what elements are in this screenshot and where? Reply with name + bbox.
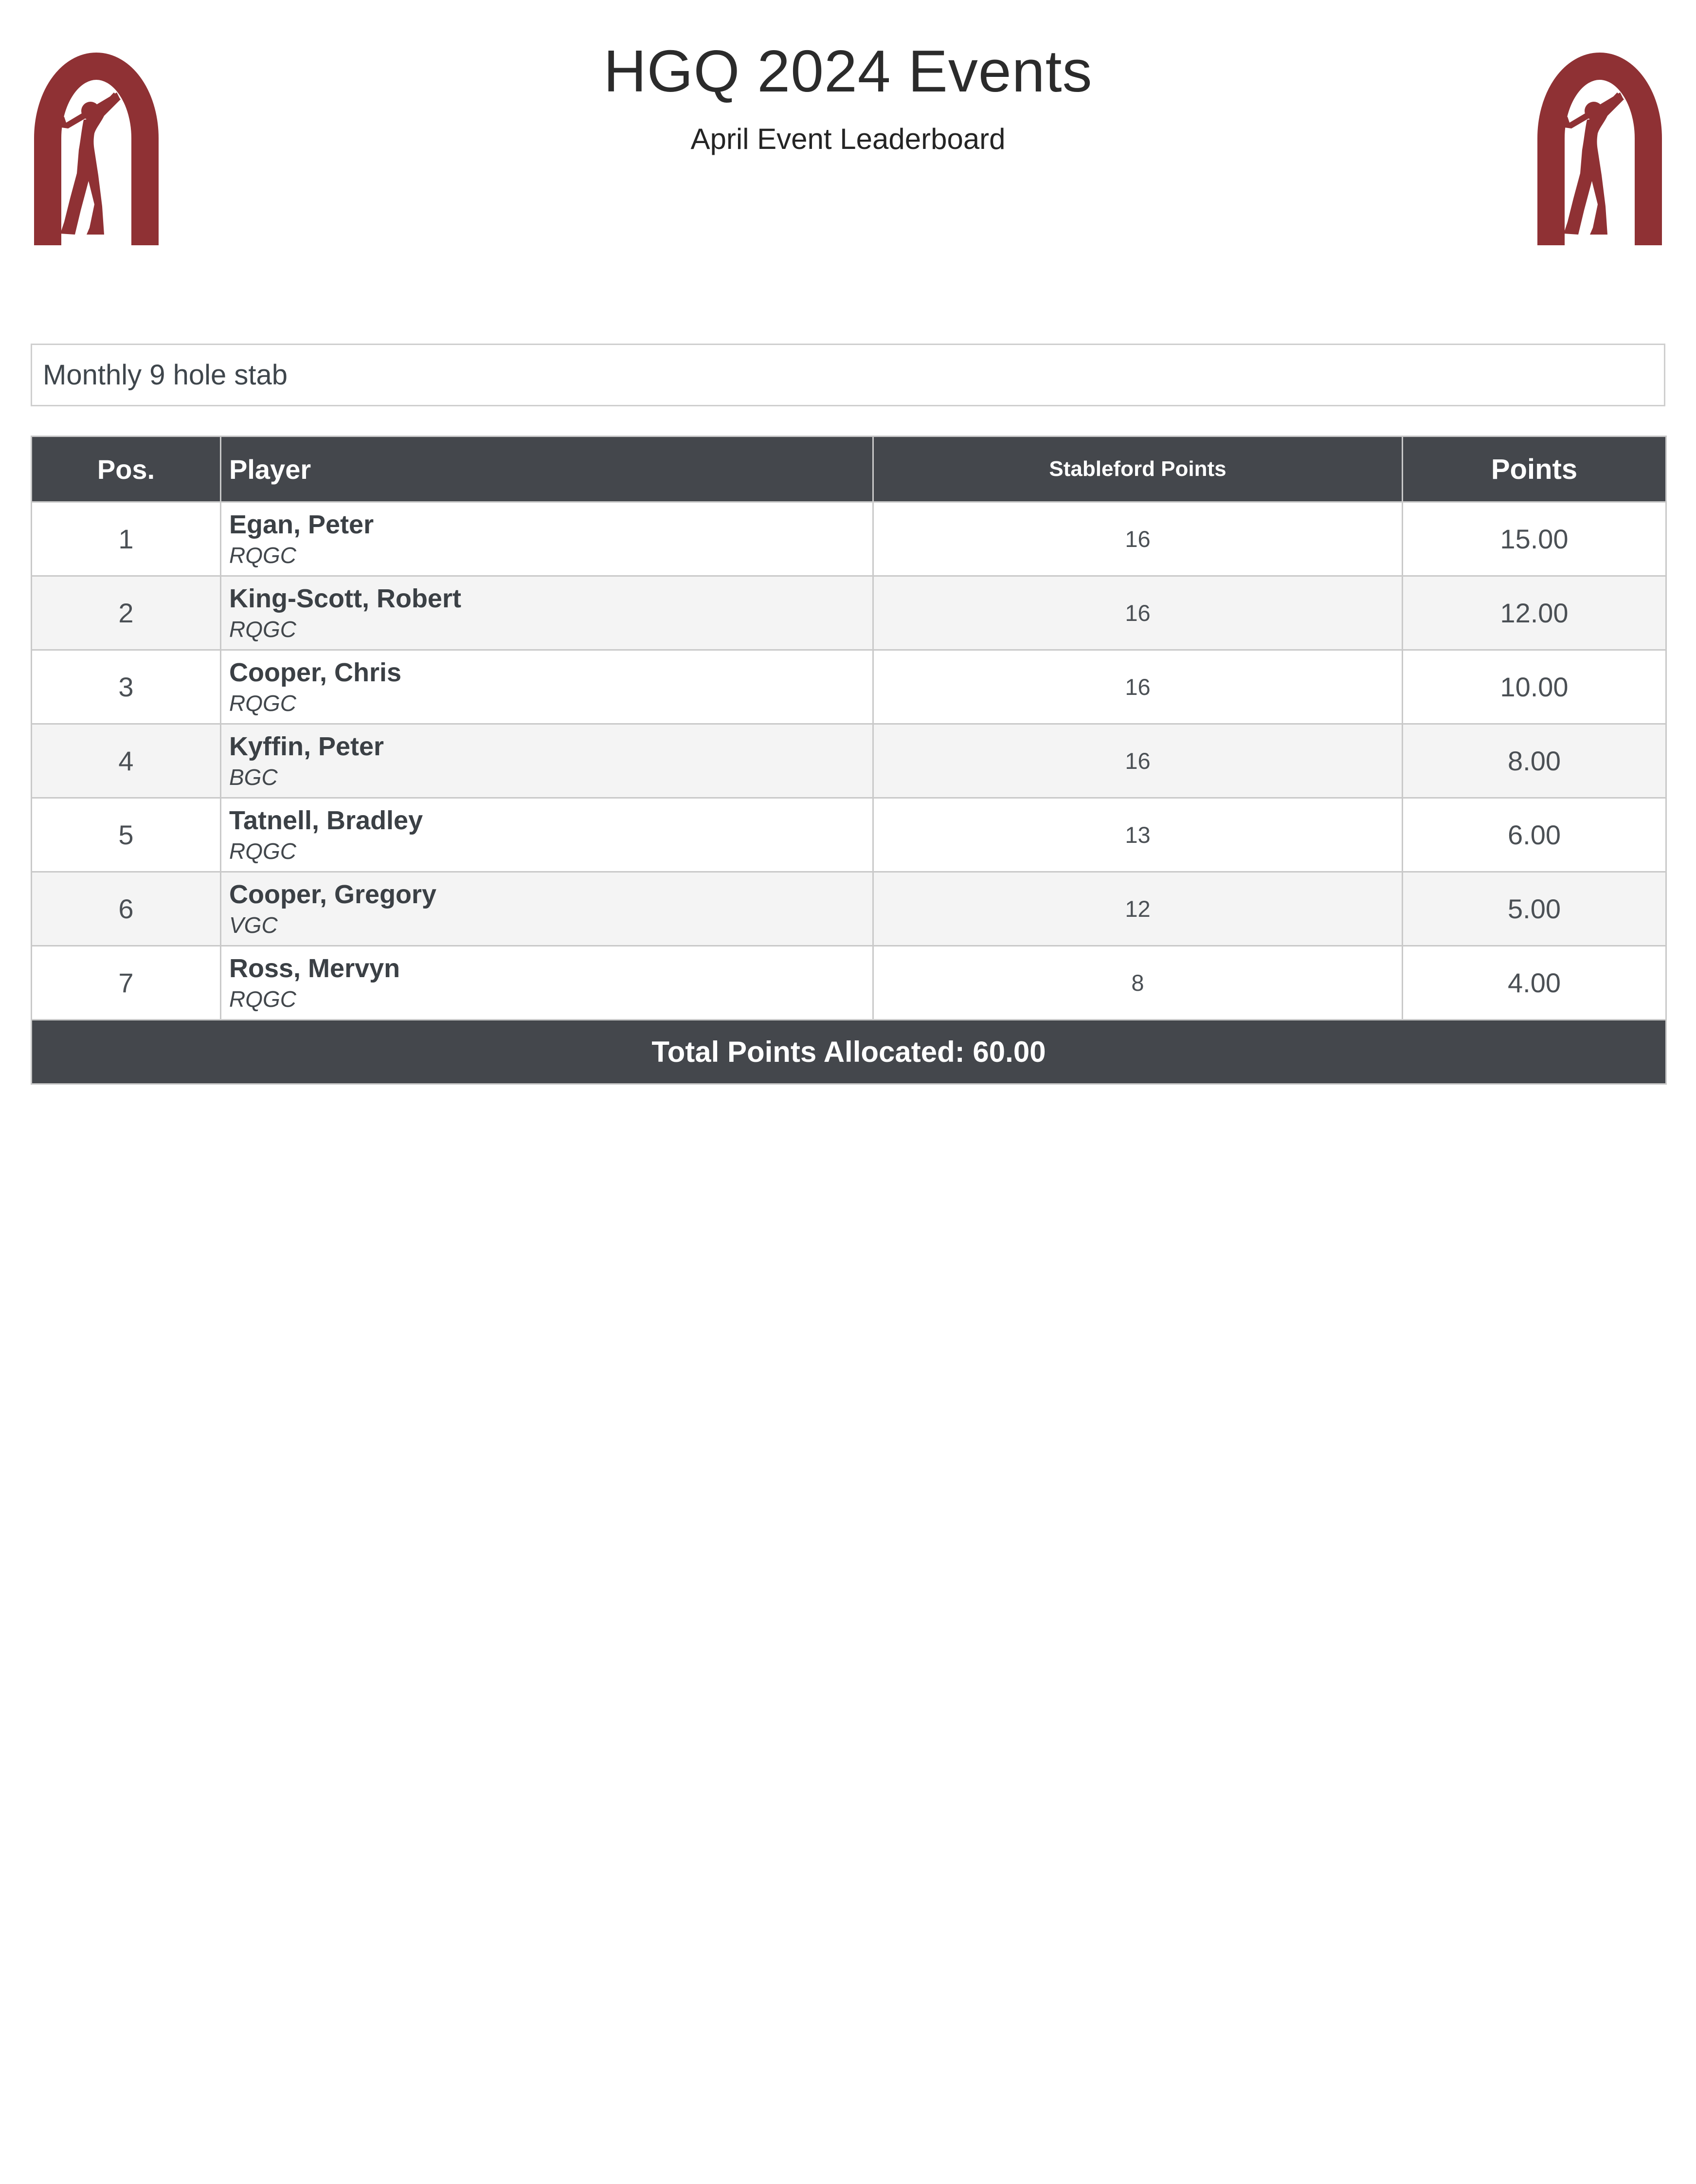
player-name: Tatnell, Bradley (229, 806, 423, 836)
points-cell: 12.00 (1403, 576, 1666, 650)
player-club: RQGC (229, 542, 296, 568)
player-cell (221, 576, 873, 650)
table-header (32, 437, 1666, 502)
column-header-player: Player (221, 437, 873, 502)
player-name: Egan, Peter (229, 510, 374, 540)
player-club: RQGC (229, 986, 296, 1012)
table-footer (32, 1020, 1666, 1084)
stableford-cell: 16 (873, 576, 1403, 650)
player-cell (221, 502, 873, 576)
table-row (32, 724, 1666, 798)
position-cell: 1 (32, 502, 221, 576)
table-row (32, 502, 1666, 576)
table-row (32, 798, 1666, 872)
player-cell (221, 650, 873, 724)
page-subtitle: April Event Leaderboard (690, 123, 1006, 156)
points-cell: 6.00 (1403, 798, 1666, 872)
points-cell: 8.00 (1403, 724, 1666, 798)
player-cell (221, 724, 873, 798)
stableford-cell: 13 (873, 798, 1403, 872)
event-name: Monthly 9 hole stab (43, 359, 288, 391)
column-header-pos: Pos. (32, 437, 221, 502)
golfer-arch-logo-icon (1535, 41, 1664, 247)
table-row (32, 946, 1666, 1020)
player-club: RQGC (229, 616, 296, 642)
column-header-points: Points (1403, 437, 1666, 502)
points-cell: 5.00 (1403, 872, 1666, 946)
stableford-cell: 8 (873, 946, 1403, 1020)
position-cell: 2 (32, 576, 221, 650)
total-points-footer: Total Points Allocated: 60.00 (32, 1020, 1666, 1084)
table-row (32, 650, 1666, 724)
points-cell: 4.00 (1403, 946, 1666, 1020)
player-cell (221, 872, 873, 946)
player-cell (221, 798, 873, 872)
position-cell: 6 (32, 872, 221, 946)
player-club: VGC (229, 912, 278, 938)
stableford-cell: 16 (873, 502, 1403, 576)
player-cell (221, 946, 873, 1020)
player-name: Kyffin, Peter (229, 732, 384, 762)
position-cell: 7 (32, 946, 221, 1020)
page-title: HGQ 2024 Events (603, 38, 1093, 104)
points-cell: 15.00 (1403, 502, 1666, 576)
player-name: Cooper, Gregory (229, 880, 437, 910)
points-cell: 10.00 (1403, 650, 1666, 724)
position-cell: 5 (32, 798, 221, 872)
page-header (0, 0, 1696, 247)
table-row (32, 872, 1666, 946)
event-name-box (31, 344, 1665, 406)
golfer-arch-logo-icon (32, 41, 161, 247)
player-name: Ross, Mervyn (229, 954, 400, 983)
leaderboard-table (31, 436, 1667, 1085)
position-cell: 3 (32, 650, 221, 724)
player-club: BGC (229, 764, 278, 790)
stableford-cell: 16 (873, 724, 1403, 798)
stableford-cell: 12 (873, 872, 1403, 946)
stableford-cell: 16 (873, 650, 1403, 724)
player-name: King-Scott, Robert (229, 584, 461, 614)
player-name: Cooper, Chris (229, 658, 402, 688)
table-row (32, 576, 1666, 650)
title-block (161, 0, 1535, 157)
column-header-stableford: Stableford Points (873, 437, 1403, 502)
player-club: RQGC (229, 690, 296, 716)
leaderboard-body (32, 502, 1666, 1020)
position-cell: 4 (32, 724, 221, 798)
player-club: RQGC (229, 838, 296, 864)
